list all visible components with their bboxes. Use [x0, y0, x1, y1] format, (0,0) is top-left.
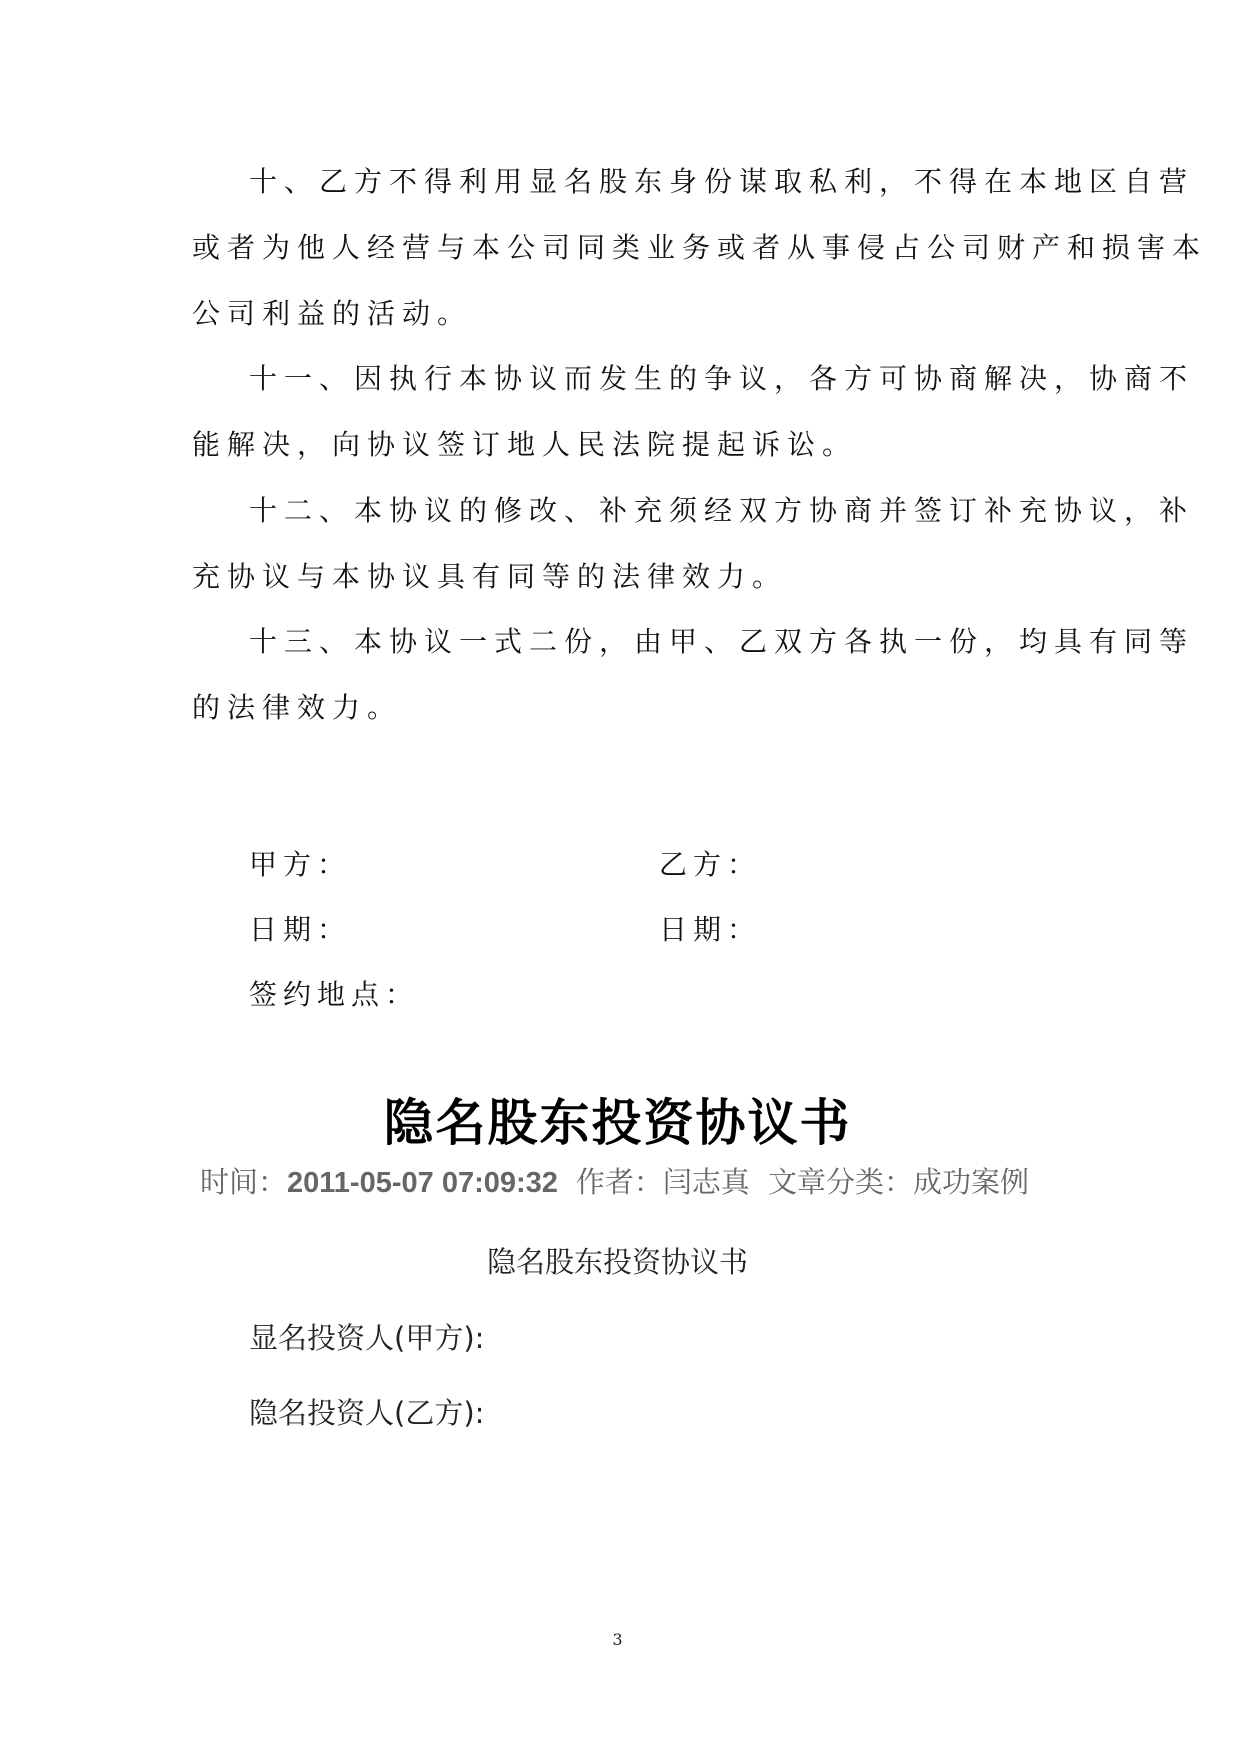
category-label: 文章分类：: [767, 1167, 913, 1199]
party-a-label: 甲方：: [249, 848, 352, 881]
signing-place-label: 签约地点：: [249, 978, 420, 1011]
clause-10-line-2: 或者为他人经营与本公司同类业务或者从事侵占公司财产和损害本: [192, 231, 1208, 264]
page-number: 3: [612, 1630, 623, 1649]
time-value: 2011-05-07 07:09:32: [287, 1167, 558, 1199]
clause-11-line-2: 能解决，向协议签订地人民法院提起诉讼。: [192, 428, 858, 461]
clause-12-line-2: 充协议与本协议具有同等的法律效力。: [192, 560, 788, 593]
author-label: 作者：: [575, 1167, 663, 1199]
article-meta: [200, 1163, 1029, 1203]
party-b-label: 乙方：: [659, 848, 762, 881]
clause-11-line-1: 十一、因执行本协议而发生的争议，各方可协商解决，协商不: [249, 362, 1195, 395]
clause-10-line-1: 十、乙方不得利用显名股东身份谋取私利，不得在本地区自营: [249, 165, 1195, 198]
hidden-investor-label: 隐名投资人(乙方):: [249, 1396, 485, 1430]
category-value: 成功案例: [912, 1167, 1029, 1199]
clause-10-line-3: 公司利益的活动。: [192, 297, 473, 330]
clause-13-line-2: 的法律效力。: [192, 691, 403, 724]
clause-12-line-1: 十二、本协议的修改、补充须经双方协商并签订补充协议，补: [249, 494, 1195, 527]
time-label: 时间：: [200, 1167, 288, 1199]
nominal-investor-label: 显名投资人(甲方):: [249, 1321, 485, 1355]
article-title: 隐名股东投资协议书: [383, 1094, 852, 1152]
date-a-label: 日期：: [249, 913, 352, 946]
author-value: 闫志真: [662, 1167, 750, 1199]
article-subtitle: 隐名股东投资协议书: [486, 1245, 748, 1279]
date-b-label: 日期：: [659, 913, 762, 946]
clause-13-line-1: 十三、本协议一式二份，由甲、乙双方各执一份，均具有同等: [249, 625, 1195, 658]
